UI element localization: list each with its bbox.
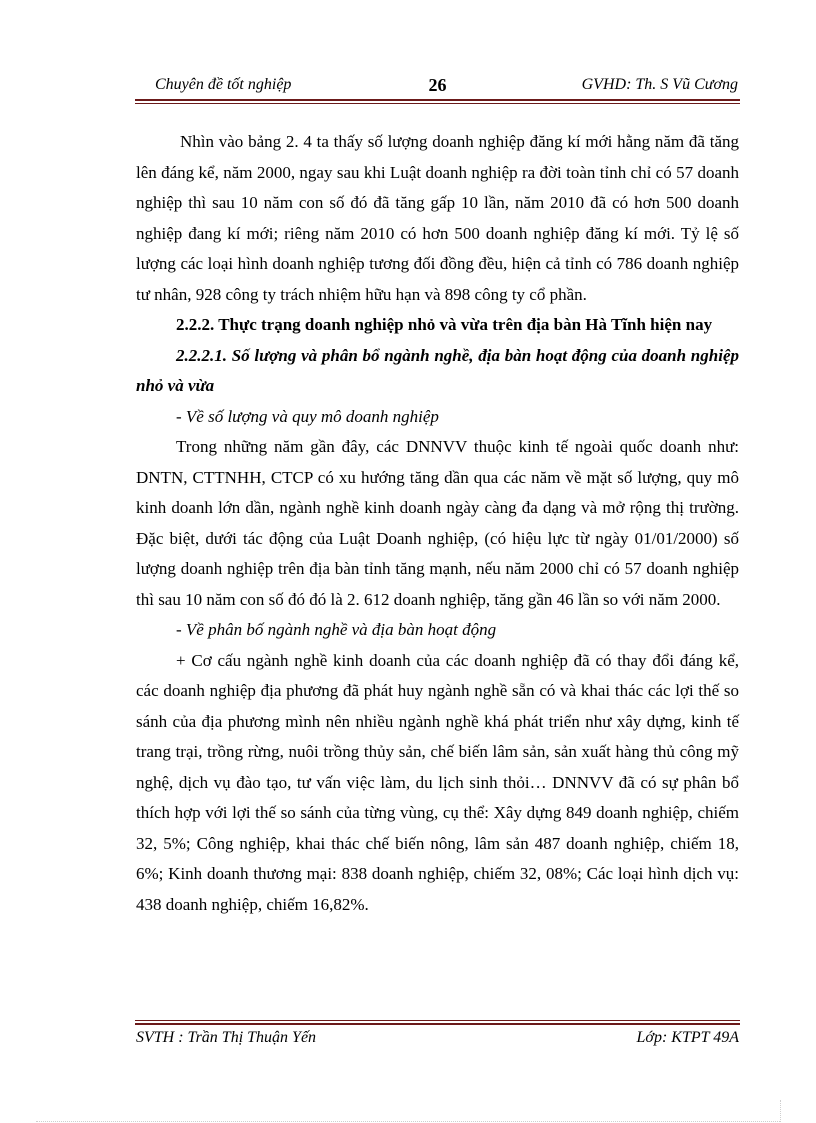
- footer-class: Lớp: KTPT 49A: [636, 1029, 739, 1046]
- header-rule-thin: [135, 103, 740, 104]
- page-edge-dotted-line: [36, 1121, 780, 1122]
- subheading-quantity-scale: - Về số lượng và quy mô doanh nghiệp: [176, 406, 439, 426]
- page-edge-dotted-corner: [780, 1100, 781, 1122]
- page-number: 26: [428, 75, 447, 95]
- footer-student-name: SVTH : Trần Thị Thuận Yến: [136, 1029, 317, 1046]
- footer-rule-thick: [135, 1023, 740, 1025]
- paragraph-quantity-scale: Trong những năm gần đây, các DNNVV thuộc kinh tế ngoài quốc doanh như: DNTN, CTTNHH, CTCP có xu hướng tăng dần qua các năm về mặt số lượng, quy mô kinh doanh lớn dần, ngành nghề kinh doanh ngày càng đa dạng và mở rộng thị trường. Đặc biệt, dưới tác động của Luật Doanh nghiệp, (có hiệu lực từ ngày 01/01/2000) số lượng doanh nghiệp trên địa bàn tỉnh tăng mạnh, nếu năm 2000 chỉ có 57 doanh nghiệp thì sau 10 năm con số đó đó là 2. 612 doanh nghiệp, tăng gần 46 lần so với năm 2000.: [136, 437, 739, 609]
- paragraph-sector-structure: + Cơ cấu ngành nghề kinh doanh của các doanh nghiệp đã có thay đổi đáng kể, các doanh nghiệp địa phương đã phát huy ngành nghề sẵn có và khai thác các lợi thế so sánh của địa phương mình nên nhiều ngành nghề khá phát triển như xây dựng, kinh tế trang trại, trồng rừng, nuôi trồng thủy sản, chế biến lâm sản, sản xuất hàng thủ công mỹ nghệ, dịch vụ đào tạo, tư vấn việc làm, du lịch sinh thỏi… DNNVV đã có sự phân bổ thích hợp với lợi thế so sánh của từng vùng, cụ thể: Xây dựng 849 doanh nghiệp, chiếm 32, 5%; Công nghiệp, khai thác chế biến nông, lâm sản 487 doanh nghiệp, chiếm 18, 6%; Kinh doanh thương mại: 838 doanh nghiệp, chiếm 32, 08%; Các loại hình dịch vụ: 438 doanh nghiệp, chiếm 16,82%.: [136, 650, 739, 914]
- subheading-sector-area: - Về phân bố ngành nghề và địa bàn hoạt động: [176, 620, 497, 639]
- page-header: [135, 76, 740, 98]
- page-body: [136, 127, 739, 920]
- section-heading-2-2-2: 2.2.2. Thực trạng doanh nghiệp nhỏ và vừa trên địa bàn Hà Tĩnh hiện nay: [176, 315, 713, 334]
- paragraph-table-summary: Nhìn vào bảng 2. 4 ta thấy số lượng doanh nghiệp đăng kí mới hằng năm đã tăng lên đáng kể, năm 2000, ngay sau khi Luật doanh nghiệp ra đời toàn tỉnh chỉ có 57 doanh nghiệp thì sau 10 năm con số đó đã tăng gấp 10 lần, năm 2010 đã có hơn 500 doanh nghiệp đang kí mới; riêng năm 2010 có hơn 500 doanh nghiệp đăng kí mới. Tỷ lệ số lượng các loại hình doanh nghiệp tương đối đồng đều, hiện cả tỉnh có 786 doanh nghiệp tư nhân, 928 công ty trách nhiệm hữu hạn và 898 công ty cổ phần.: [136, 132, 739, 304]
- footer-rule-thin: [135, 1020, 740, 1021]
- header-rule-thick: [135, 99, 740, 101]
- subsection-heading-2-2-2-1: 2.2.2.1. Số lượng và phân bổ ngành nghề, địa bàn hoạt động của doanh nghiệp nhỏ và vừa: [136, 345, 739, 395]
- header-document-title: Chuyên đề tốt nghiệp: [155, 76, 292, 93]
- header-supervisor: GVHD: Th. S Vũ Cương: [581, 76, 738, 93]
